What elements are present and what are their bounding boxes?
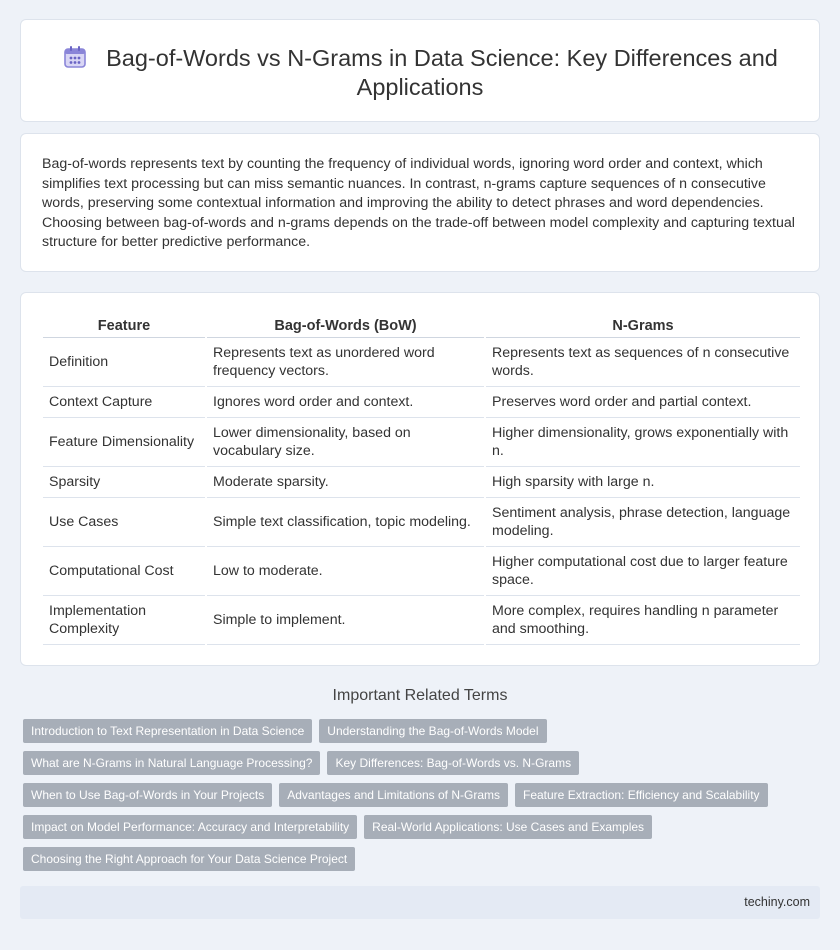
related-term-tag[interactable]: Key Differences: Bag-of-Words vs. N-Grams [327, 751, 579, 775]
page-title [21, 44, 819, 102]
table-row [43, 595, 800, 644]
table-cell: Higher computational cost due to larger feature space. [485, 546, 800, 595]
table-cell: Simple text classification, topic modeling. [206, 497, 485, 546]
table-row [43, 386, 800, 417]
table-cell: Feature Dimensionality [43, 417, 206, 466]
table-row [43, 546, 800, 595]
summary-card [20, 133, 820, 272]
related-term-tag[interactable]: Impact on Model Performance: Accuracy and Interpretability [23, 815, 357, 839]
table-cell: Computational Cost [43, 546, 206, 595]
title-card [20, 19, 820, 122]
table-cell: Simple to implement. [206, 595, 485, 644]
related-term-tag[interactable]: Introduction to Text Representation in Data Science [23, 719, 312, 743]
comparison-table [43, 314, 800, 645]
table-cell: Preserves word order and partial context. [485, 386, 800, 417]
related-term-tag[interactable]: Understanding the Bag-of-Words Model [319, 719, 546, 743]
table-row [43, 337, 800, 386]
related-term-tag[interactable]: Feature Extraction: Efficiency and Scalability [515, 783, 768, 807]
related-term-tag[interactable]: Real-World Applications: Use Cases and Examples [364, 815, 652, 839]
table-row [43, 466, 800, 497]
comparison-card [20, 292, 820, 666]
header-feature: Feature [43, 314, 206, 337]
related-term-tag[interactable]: Advantages and Limitations of N-Grams [279, 783, 508, 807]
table-cell: Use Cases [43, 497, 206, 546]
table-cell: Represents text as unordered word frequency vectors. [206, 337, 485, 386]
footer-site-link[interactable]: techiny.com [744, 895, 810, 909]
table-cell: Implementation Complexity [43, 595, 206, 644]
related-term-tag[interactable]: When to Use Bag-of-Words in Your Projects [23, 783, 272, 807]
related-term-tag[interactable]: Choosing the Right Approach for Your Data Science Project [23, 847, 355, 871]
table-cell: Moderate sparsity. [206, 466, 485, 497]
page-title-text: Bag-of-Words vs N-Grams in Data Science: Key Differences and Applications [106, 45, 778, 100]
table-cell: Ignores word order and context. [206, 386, 485, 417]
table-cell: High sparsity with large n. [485, 466, 800, 497]
related-terms-heading: Important Related Terms [332, 687, 508, 704]
footer [20, 886, 820, 919]
table-cell: Sparsity [43, 466, 206, 497]
table-cell: More complex, requires handling n parameter and smoothing. [485, 595, 800, 644]
related-terms-list [23, 719, 783, 871]
table-cell: Definition [43, 337, 206, 386]
table-cell: Low to moderate. [206, 546, 485, 595]
table-row [43, 497, 800, 546]
table-cell: Higher dimensionality, grows exponentially with n. [485, 417, 800, 466]
header-bow: Bag-of-Words (BoW) [206, 314, 485, 337]
table-cell: Represents text as sequences of n consecutive words. [485, 337, 800, 386]
table-cell: Sentiment analysis, phrase detection, language modeling. [485, 497, 800, 546]
table-header-row [43, 314, 800, 337]
header-ngrams: N-Grams [485, 314, 800, 337]
table-cell: Context Capture [43, 386, 206, 417]
related-term-tag[interactable]: What are N-Grams in Natural Language Processing? [23, 751, 320, 775]
table-row [43, 417, 800, 466]
table-cell: Lower dimensionality, based on vocabulary size. [206, 417, 485, 466]
summary-paragraph: Bag-of-words represents text by counting the frequency of individual words, ignoring word order and context, which simplifies text processing but can miss semantic nuances. In contrast, n-grams capture sequences of n consecutive words, preserving some contextual information and improving the ability to detect phrases and word dependencies. Choosing between bag-of-words and n-grams depends on the trade-off between model complexity and capturing textual structure for better predictive performance. [42, 156, 795, 250]
calendar-icon [62, 44, 88, 70]
